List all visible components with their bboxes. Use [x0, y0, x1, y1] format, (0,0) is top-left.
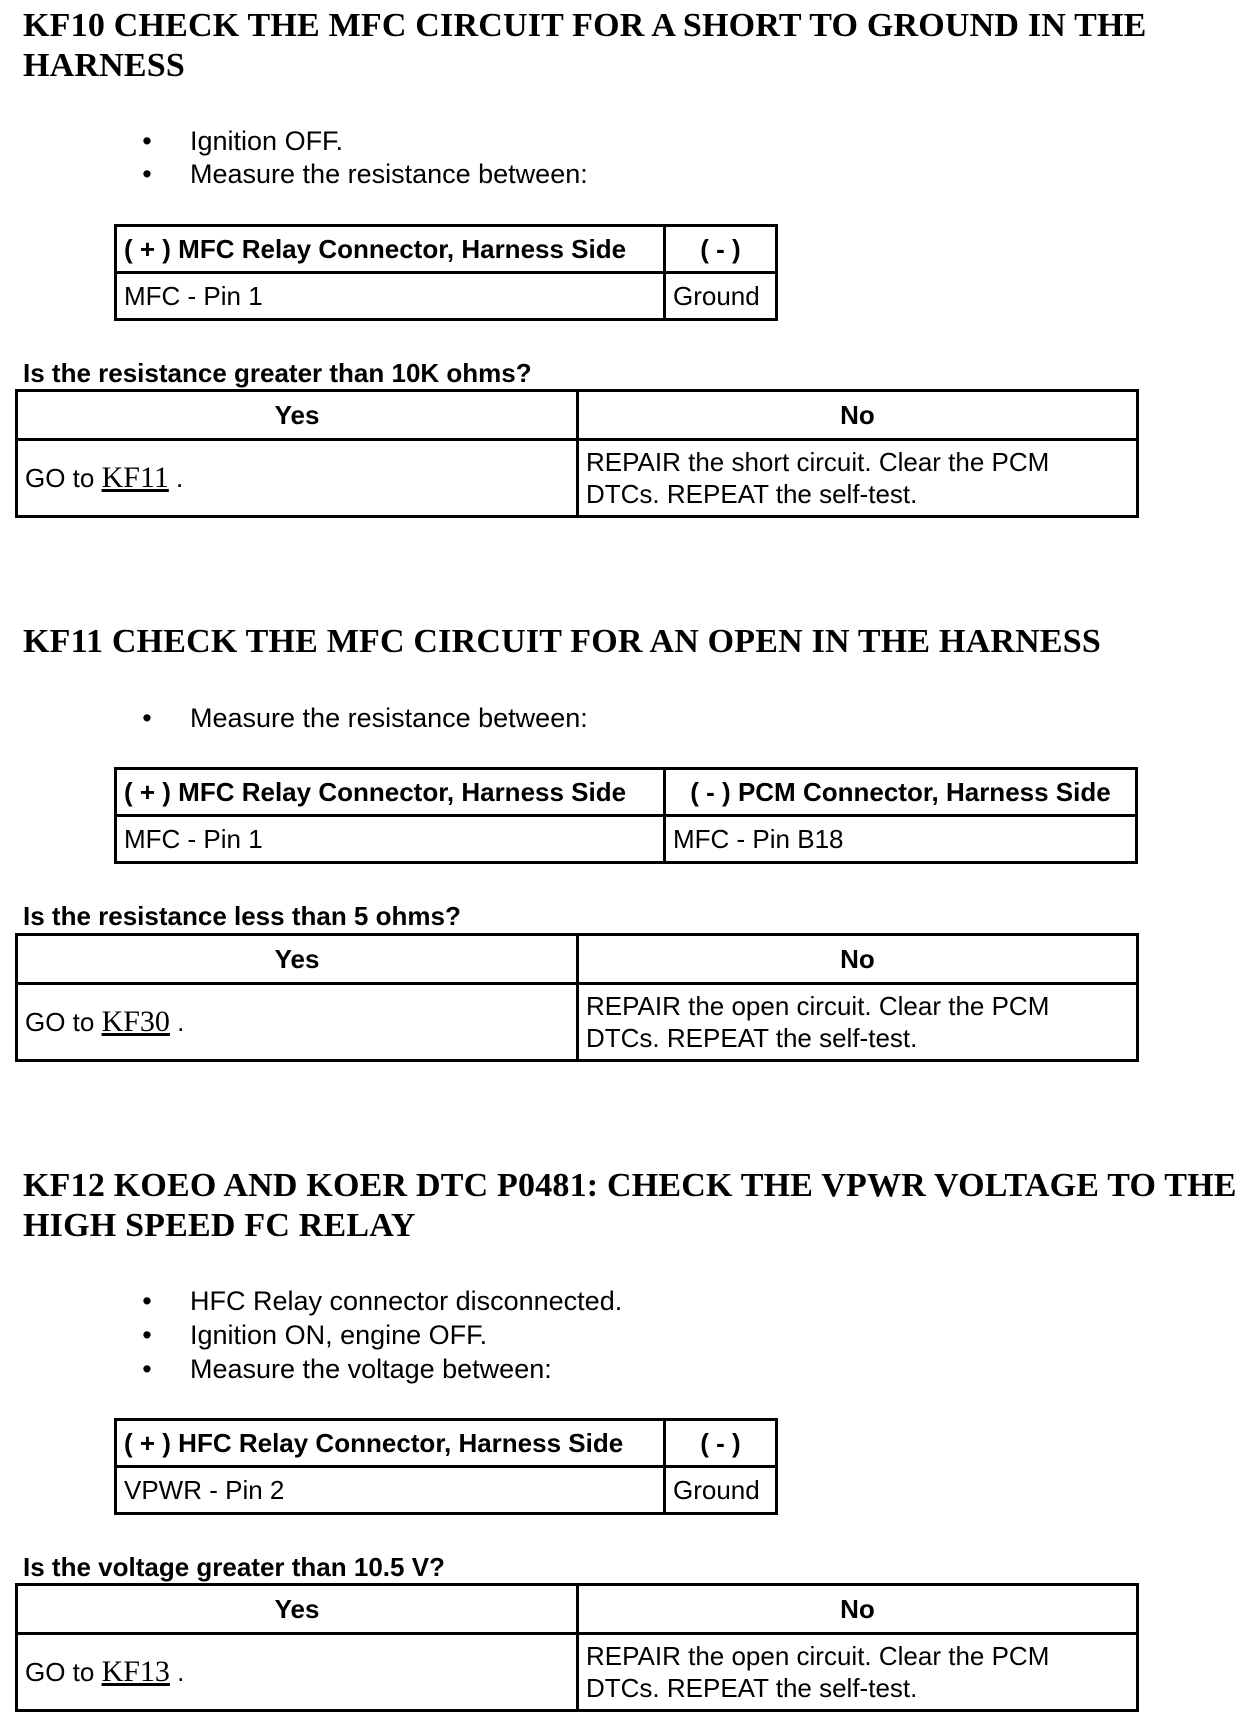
yes-cell: GO to KF30 .	[17, 984, 578, 1061]
table-header: ( + ) MFC Relay Connector, Harness Side	[116, 769, 665, 816]
kf11-measure-table	[114, 767, 1138, 864]
heading-line: KF12 KOEO AND KOER DTC P0481: CHECK THE VPWR VOLTAGE TO THE	[23, 1167, 1237, 1204]
no-header: No	[578, 1585, 1138, 1634]
link-kf13[interactable]: KF13	[101, 1655, 170, 1688]
bullet-icon: •	[142, 1354, 152, 1384]
link-kf30[interactable]: KF30	[101, 1005, 170, 1038]
yes-header: Yes	[17, 1585, 578, 1634]
no-header: No	[578, 391, 1138, 440]
table-cell: VPWR - Pin 2	[116, 1467, 665, 1514]
table-cell: MFC - Pin 1	[116, 273, 665, 320]
yes-cell: GO to KF11 .	[17, 440, 578, 517]
kf11-decision-table	[15, 933, 1139, 1062]
kf10-measure-table	[114, 224, 778, 321]
kf12-heading	[23, 1166, 1237, 1246]
kf10-decision-table	[15, 389, 1139, 518]
heading-line: HARNESS	[23, 47, 186, 84]
table-header: ( - )	[665, 226, 777, 273]
table-header: ( + ) MFC Relay Connector, Harness Side	[116, 226, 665, 273]
bullet-icon: •	[142, 126, 152, 156]
yes-cell: GO to KF13 .	[17, 1634, 578, 1711]
table-cell: Ground	[665, 273, 777, 320]
bullet-icon: •	[142, 1286, 152, 1316]
bullet-icon: •	[142, 1320, 152, 1350]
kf10-heading	[23, 6, 1147, 86]
kf10-question: Is the resistance greater than 10K ohms?	[23, 358, 532, 388]
kf12-decision-table	[15, 1583, 1139, 1712]
kf11-heading	[23, 622, 1101, 662]
no-cell: REPAIR the short circuit. Clear the PCM DTCs. REPEAT the self-test.	[578, 440, 1138, 517]
kf12-measure-table	[114, 1418, 778, 1515]
table-cell: MFC - Pin B18	[665, 816, 1137, 863]
no-header: No	[578, 935, 1138, 984]
table-cell: MFC - Pin 1	[116, 816, 665, 863]
yes-header: Yes	[17, 391, 578, 440]
yes-header: Yes	[17, 935, 578, 984]
heading-line: KF10 CHECK THE MFC CIRCUIT FOR A SHORT TO GROUND IN THE	[23, 7, 1147, 44]
kf11-question: Is the resistance less than 5 ohms?	[23, 901, 461, 931]
bullet-icon: •	[142, 159, 152, 189]
table-header: ( - )	[665, 1420, 777, 1467]
heading-line: HIGH SPEED FC RELAY	[23, 1207, 416, 1244]
heading-line: KF11 CHECK THE MFC CIRCUIT FOR AN OPEN IN THE HARNESS	[23, 623, 1101, 660]
no-cell: REPAIR the open circuit. Clear the PCM DTCs. REPEAT the self-test.	[578, 1634, 1138, 1711]
table-header: ( - ) PCM Connector, Harness Side	[665, 769, 1137, 816]
link-kf11[interactable]: KF11	[101, 461, 169, 494]
table-cell: Ground	[665, 1467, 777, 1514]
no-cell: REPAIR the open circuit. Clear the PCM DTCs. REPEAT the self-test.	[578, 984, 1138, 1061]
bullet-icon: •	[142, 703, 152, 733]
kf12-question: Is the voltage greater than 10.5 V?	[23, 1552, 445, 1582]
table-header: ( + ) HFC Relay Connector, Harness Side	[116, 1420, 665, 1467]
